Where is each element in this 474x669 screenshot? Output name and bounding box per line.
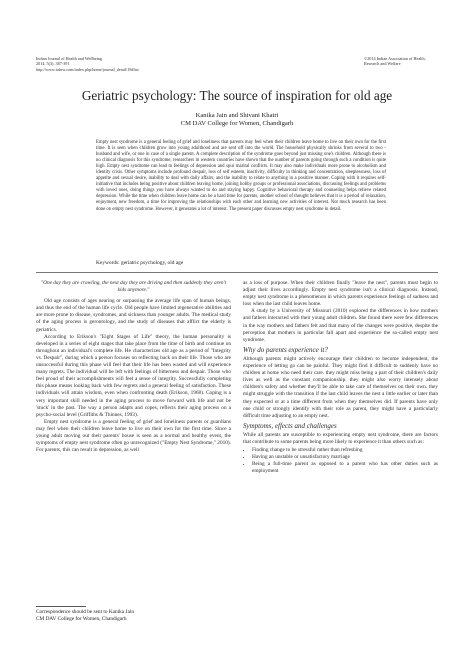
section-heading: Symptoms, effects and challenges (243, 421, 337, 430)
journal-url[interactable]: http://www.iahrw.com/index.php/home/journal_detail/19#list (36, 66, 139, 72)
footnote-line-2: CM DAV College for Women, Chandigarh (36, 615, 127, 622)
abstract: Empty nest syndrome is a general feeling of grief and loneliness that parents may feel when their children leave home to live on their own for the first time. It is seen when children grow into young adulthood and are sent off into the world. The household physically shrinks from several to two - husband and wife, or one in case of a single parent. A complete description of the syndrome goes beyond just missing one's children. Although there is no clinical diagnosis for this syndrome, researchers in western countries have shown that the number of parents going through such a condition is quite high. Empty nest syndrome can lead to feelings of depression and spur marital conflicts. It may also make individuals more prone to alcoholism and identity crisis. Other symptoms include profound despair, loss of self esteem, inactivity, difficulty in thinking and concentration, sleeplessness, loss of appetite and sexual desire, inability to deal with daily affairs, and the inability to relate to anything in a positive manner. Coping with it requires self-initiative that includes being positive about children leaving home, joining hobby groups or professional associations, discussing feelings and problems with loved ones, doing things you have always wanted to do and staying happy. Cognitive behavioral therapy and counseling helps relieve related depression. While the time when children leave home can be a hard time for parents, another school of thought believes that it is a period of relaxation, enjoyment, new freedom, a time for improving the relationships with each other and learning new activities of interest. Not much research has been done on empty nest syndrome. However, it generates a lot of interest. The present paper discusses empty nest syndrome in detail. (96, 140, 386, 212)
journal-volume: 2014, 5(3), 387-391 (36, 61, 70, 67)
author-block (0, 112, 474, 128)
footnote (36, 609, 134, 622)
section-divider (36, 272, 438, 273)
copyright-line-2: Research and Welfare (364, 61, 401, 67)
list-item: • Being a full-time parent as opposed to a parent who has other duties such as employment (252, 461, 438, 475)
opening-quote: "One day they are crawling, the next day they are driving and then suddenly they aren't kids anymore." (40, 280, 227, 294)
body-paragraph: According to Erikson's "Eight Stages of Life" theory, the human personality is developed in a series of eight stages that take place from the time of birth and continue on throughout an individual's complete life. He characterizes old age as a period of "Integrity vs. Despair", during which a person focuses on reflecting back on their life. Those who are unsuccessful during this phase will feel that their life has been wasted and will experience many regrets. The individual will be left with feelings of bitterness and despair. Those who feel proud of their accomplishments will feel a sense of integrity. Successfully completing this phase means looking back with few regrets and a general feeling of satisfaction. These individuals will attain wisdom, even when confronting death (Erikson, 1968). Coping is a very important skill needed in the aging process to move forward with life and not be 'stuck' in the past. The way a person adapts and copes, reflects their aging process on a psycho-social level (Griffiths & Thinnes, 1993). (36, 333, 231, 418)
factor-list (243, 447, 438, 475)
body-paragraph: as a loss of purpose. When their children finally "leave the nest", parents must begin to adjust their lives accordingly. Empty nest syndrome isn't a clinical diagnosis. Instead, empty nest syndrome is a phenomenon in which parents experience feelings of sadness and loss when the last child leaves home. (243, 280, 438, 308)
authors: Kanika Jain and Shivani Khatri (195, 112, 279, 119)
section-heading: Why do parents experience it? (243, 345, 328, 354)
paper-title: Geriatric psychology: The source of inspiration for old age (81, 88, 393, 103)
affiliation: CM DAV College for Women, Chandigarh (180, 120, 294, 127)
left-column (36, 280, 231, 454)
journal-header (36, 56, 139, 72)
copyright-line-1: ©2014 Indian Association of Health, (364, 56, 426, 61)
list-item: • Finding change to be stressful rather than refreshing (252, 447, 438, 454)
journal-name: Indian Journal of Health and Wellbeing (36, 56, 102, 61)
copyright-header (364, 56, 444, 67)
keywords: Keywords: geriatric psychology, old age (96, 260, 184, 266)
footnote-divider (36, 606, 86, 607)
body-paragraph: Old age consists of ages nearing or surpassing the average life span of human beings, and thus the end of the human life cycle. Old people have limited regenerative abilities and are more prone to disease, syndromes, and sickness than younger adults. The medical study of the aging process is gerontology, and the study of diseases that afflict the elderly is geriatrics. (36, 298, 231, 333)
list-item: • Having an unstable or unsatisfactory marriage (252, 454, 438, 461)
footnote-line-1: Correspondence should be sent to Kanika Jain (36, 609, 134, 615)
body-paragraph: A study by a University of Missouri (2010) explored the differences in how mothers and fathers interacted with their young adult children. She found there were few differences in the way mothers and fathers felt and that many of the changes were positive, despite the perception that mothers in particular fall apart and experience the so-called empty nest syndrome. (243, 308, 438, 343)
body-paragraph: Empty nest syndrome is a general feeling of grief and loneliness parents or guardians may feel when their children leave home to live on their own for the first time. Since a young adult moving out their parents' house is seen as a normal and healthy event, the symptoms of empty nest syndrome often go unrecognized ("Empty Nest Syndrome," 2010). For parents, this can result in depression, as well (36, 418, 231, 454)
right-column (243, 280, 438, 475)
body-paragraph: While all parents are susceptible to experiencing empty nest syndrome, there are factors that contribute to some parents being more likely to experience it than others such as: (243, 431, 438, 445)
body-paragraph: Although parents might actively encourage their children to become independent, the experience of letting go can be painful. They might find it difficult to suddenly have no children at home who need their care. they might miss being a part of their children's daily lives as well as the constant companionship. they might also worry intensely about children's safety and whether they'll be able to take care of themselves on their own. they might struggle with the transition if the last child leaves the nest a little earlier or later than they expected or at a time different from when they themselves did. If parents have only one child or strongly identify with their role as parent, they might have a particularly difficult time adjusting to an empty nest. (243, 355, 438, 419)
